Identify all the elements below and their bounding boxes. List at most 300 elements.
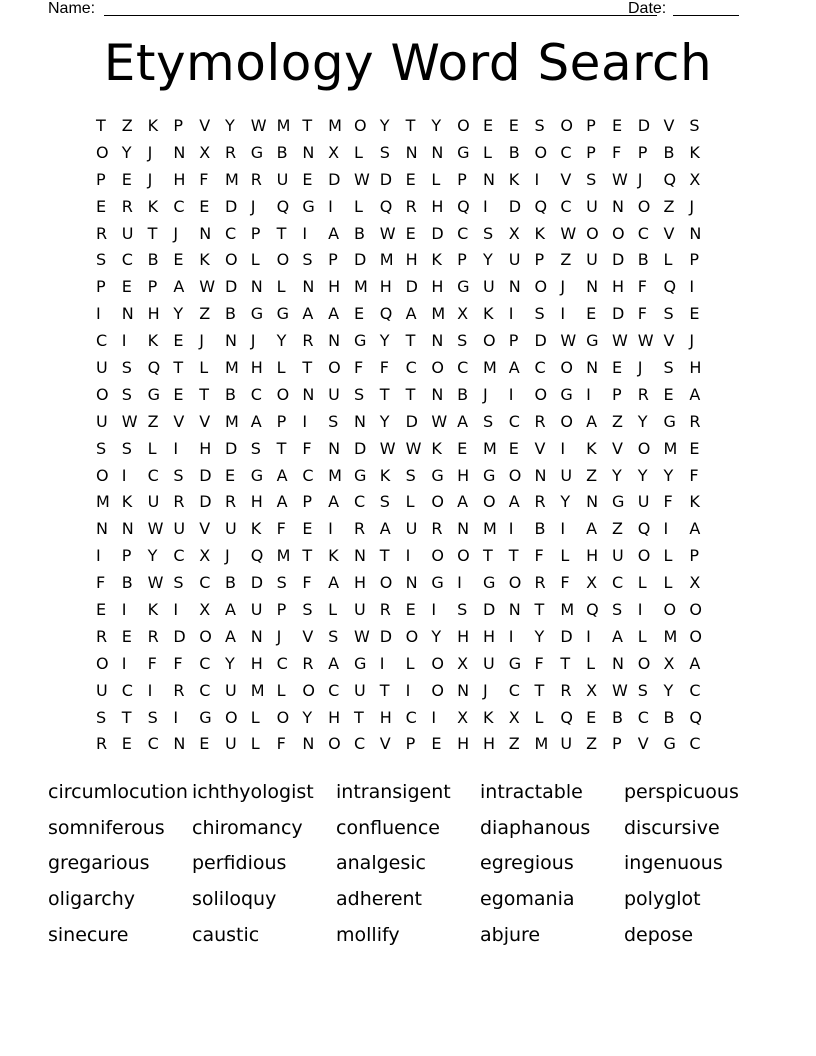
grid-letter: W — [147, 573, 164, 593]
grid-letter: K — [508, 169, 520, 189]
grid-letter: A — [224, 600, 236, 620]
grid-letter: T — [508, 546, 519, 566]
grid-letter: I — [560, 519, 566, 539]
word-list-item: depose — [624, 923, 694, 946]
date-field-line[interactable] — [673, 15, 739, 16]
grid-letter: Y — [224, 653, 235, 673]
grid-letter: L — [250, 707, 260, 727]
grid-letter: S — [250, 438, 261, 458]
grid-letter: D — [534, 331, 547, 351]
grid-letter: Y — [482, 250, 493, 270]
grid-letter: D — [508, 196, 522, 216]
grid-letter: W — [611, 680, 628, 700]
grid-letter: U — [586, 250, 598, 270]
grid-letter: L — [663, 573, 673, 593]
grid-letter: P — [405, 734, 416, 754]
grid-letter: Z — [586, 734, 598, 754]
grid-row — [96, 731, 715, 758]
grid-letter: G — [482, 465, 496, 485]
word-list-item: intransigent — [336, 781, 451, 803]
grid-letter: W — [121, 411, 138, 431]
grid-letter: T — [276, 223, 287, 243]
grid-letter: I — [96, 546, 101, 566]
grid-letter: X — [457, 653, 469, 673]
grid-letter: K — [250, 519, 262, 539]
grid-letter: E — [121, 734, 132, 754]
grid-letter: I — [121, 653, 127, 673]
grid-letter: L — [637, 573, 647, 593]
grid-letter: X — [689, 169, 701, 189]
grid-letter: O — [302, 680, 315, 700]
grid-letter: O — [199, 626, 212, 646]
grid-letter: I — [328, 196, 333, 216]
grid-letter: C — [689, 680, 701, 700]
grid-row — [96, 489, 715, 516]
grid-letter: N — [121, 304, 134, 324]
grid-row — [96, 463, 715, 490]
grid-letter: D — [405, 277, 418, 297]
grid-letter: E — [173, 250, 184, 270]
grid-letter: O — [560, 116, 573, 135]
grid-letter: E — [121, 169, 132, 189]
grid-letter: M — [353, 277, 368, 297]
grid-letter: N — [586, 492, 599, 512]
grid-letter: F — [379, 358, 389, 378]
grid-letter: N — [250, 626, 263, 646]
grid-letter: U — [611, 546, 624, 566]
grid-letter: H — [431, 196, 444, 216]
grid-letter: W — [353, 626, 370, 646]
grid-letter: K — [379, 465, 391, 485]
grid-letter: T — [405, 116, 416, 135]
grid-letter: X — [199, 546, 211, 566]
grid-row — [96, 140, 715, 167]
grid-letter: O — [405, 626, 419, 646]
grid-letter: L — [586, 653, 596, 673]
grid-letter: J — [224, 546, 230, 566]
grid-letter: Z — [611, 519, 623, 539]
grid-letter: E — [405, 169, 416, 189]
grid-letter: X — [689, 573, 701, 593]
grid-letter: P — [457, 250, 467, 270]
grid-letter: G — [276, 304, 289, 324]
grid-letter: N — [586, 277, 599, 297]
grid-letter: S — [663, 358, 674, 378]
grid-letter: L — [199, 358, 209, 378]
grid-letter: E — [353, 304, 365, 324]
grid-letter: A — [328, 223, 340, 243]
grid-letter: U — [637, 492, 650, 512]
grid-letter: N — [121, 519, 134, 539]
grid-letter: U — [586, 196, 598, 216]
grid-letter: G — [560, 384, 573, 404]
grid-letter: G — [353, 331, 367, 351]
grid-letter: G — [199, 707, 212, 727]
grid-letter: C — [508, 680, 520, 700]
grid-letter: U — [173, 519, 186, 539]
grid-letter: Q — [689, 707, 702, 727]
grid-letter: I — [405, 546, 411, 566]
grid-letter: A — [328, 304, 340, 324]
grid-letter: N — [457, 519, 470, 539]
grid-letter: T — [173, 358, 184, 378]
grid-letter: N — [508, 600, 521, 620]
grid-letter: I — [586, 384, 591, 404]
grid-letter: T — [379, 680, 390, 700]
name-field-line[interactable] — [104, 15, 657, 16]
grid-letter: T — [276, 438, 287, 458]
grid-letter: P — [534, 250, 545, 270]
grid-letter: V — [199, 519, 211, 539]
grid-letter: V — [199, 411, 211, 431]
grid-letter: M — [276, 546, 291, 566]
grid-letter: K — [482, 304, 494, 324]
grid-letter: F — [560, 573, 570, 593]
grid-letter: A — [302, 304, 314, 324]
letter-grid — [96, 113, 715, 758]
grid-letter: C — [276, 653, 288, 673]
grid-letter: N — [250, 277, 263, 297]
grid-letter: A — [328, 653, 340, 673]
grid-letter: I — [121, 465, 127, 485]
grid-letter: Y — [431, 116, 442, 135]
grid-letter: F — [611, 142, 622, 162]
grid-letter: N — [689, 223, 702, 243]
grid-letter: C — [328, 680, 340, 700]
word-list-item: perspicuous — [624, 781, 739, 803]
grid-letter: I — [173, 600, 179, 620]
grid-letter: N — [611, 196, 624, 216]
grid-letter: O — [224, 250, 238, 270]
grid-letter: Z — [586, 465, 598, 485]
grid-letter: F — [302, 573, 312, 593]
grid-letter: M — [224, 358, 239, 378]
grid-letter: Z — [199, 304, 211, 324]
grid-letter: J — [250, 331, 256, 351]
grid-letter: L — [663, 546, 673, 566]
grid-letter: M — [482, 438, 497, 458]
grid-letter: O — [431, 653, 444, 673]
grid-letter: I — [405, 680, 411, 700]
grid-letter: O — [379, 573, 393, 593]
grid-letter: J — [689, 196, 695, 216]
grid-letter: B — [663, 142, 675, 162]
grid-letter: D — [482, 600, 496, 620]
grid-letter: N — [173, 142, 186, 162]
grid-letter: T — [534, 680, 545, 700]
grid-letter: R — [534, 411, 546, 431]
grid-letter: I — [328, 519, 333, 539]
grid-letter: L — [663, 250, 673, 270]
grid-letter: I — [586, 626, 591, 646]
grid-letter: U — [96, 411, 108, 431]
grid-letter: A — [689, 519, 701, 539]
grid-letter: N — [328, 331, 341, 351]
grid-letter: G — [302, 196, 315, 216]
grid-letter: T — [96, 116, 106, 135]
grid-letter: X — [328, 142, 340, 162]
grid-letter: S — [121, 358, 132, 378]
grid-letter: O — [431, 546, 444, 566]
grid-letter: J — [147, 142, 153, 162]
grid-letter: O — [276, 707, 290, 727]
grid-letter: D — [560, 626, 573, 646]
grid-letter: I — [121, 600, 127, 620]
grid-letter: O — [637, 653, 651, 673]
grid-letter: P — [96, 277, 106, 297]
word-list-item: soliloquy — [192, 888, 277, 911]
grid-row — [96, 516, 715, 543]
grid-letter: C — [457, 223, 469, 243]
grid-letter: L — [353, 142, 363, 162]
grid-letter: F — [96, 573, 106, 593]
grid-letter: G — [457, 277, 470, 297]
grid-letter: A — [328, 573, 340, 593]
grid-letter: R — [560, 680, 572, 700]
grid-letter: C — [637, 223, 649, 243]
grid-letter: H — [586, 546, 599, 566]
grid-letter: C — [199, 653, 211, 673]
word-list-row — [48, 883, 768, 919]
grid-letter: S — [96, 250, 107, 270]
grid-letter: G — [250, 142, 264, 162]
grid-letter: L — [637, 626, 647, 646]
grid-letter: A — [689, 384, 701, 404]
grid-letter: M — [482, 358, 497, 378]
grid-letter: P — [276, 411, 287, 431]
word-list — [48, 776, 768, 954]
grid-letter: F — [637, 304, 647, 324]
grid-letter: F — [534, 653, 544, 673]
grid-letter: I — [173, 707, 179, 727]
grid-letter: L — [405, 653, 415, 673]
grid-letter: B — [224, 573, 236, 593]
grid-letter: X — [199, 600, 211, 620]
grid-letter: A — [276, 492, 288, 512]
grid-letter: Q — [663, 277, 677, 297]
grid-letter: G — [431, 465, 444, 485]
grid-letter: C — [199, 680, 211, 700]
grid-letter: J — [173, 223, 179, 243]
grid-letter: Y — [121, 142, 132, 162]
grid-letter: X — [508, 223, 520, 243]
grid-letter: J — [482, 384, 488, 404]
grid-letter: J — [637, 358, 643, 378]
grid-letter: Y — [276, 331, 287, 351]
grid-letter: P — [508, 331, 519, 351]
grid-letter: D — [379, 626, 393, 646]
grid-letter: G — [663, 411, 676, 431]
grid-letter: C — [121, 250, 133, 270]
grid-letter: I — [121, 331, 127, 351]
grid-letter: E — [689, 438, 700, 458]
grid-letter: H — [379, 707, 392, 727]
grid-letter: I — [302, 411, 308, 431]
grid-letter: K — [147, 331, 159, 351]
grid-letter: U — [147, 492, 160, 512]
grid-letter: O — [96, 465, 109, 485]
grid-letter: B — [121, 573, 133, 593]
grid-letter: Y — [379, 411, 390, 431]
grid-letter: G — [147, 384, 160, 404]
grid-letter: G — [250, 465, 264, 485]
word-list-item: oligarchy — [48, 888, 136, 911]
grid-letter: U — [508, 250, 521, 270]
word-list-row — [48, 919, 768, 955]
word-list-item: chiromancy — [192, 816, 303, 839]
grid-row — [96, 355, 715, 382]
grid-letter: P — [121, 546, 132, 566]
grid-letter: B — [637, 250, 649, 270]
grid-letter: O — [96, 384, 109, 404]
grid-letter: D — [431, 223, 444, 243]
grid-letter: O — [689, 626, 702, 646]
grid-letter: A — [250, 411, 262, 431]
grid-letter: S — [302, 250, 313, 270]
grid-letter: R — [250, 169, 262, 189]
grid-letter: R — [637, 384, 649, 404]
grid-letter: H — [147, 304, 160, 324]
grid-letter: S — [534, 116, 545, 135]
grid-letter: D — [224, 438, 238, 458]
grid-letter: T — [121, 707, 132, 727]
grid-letter: B — [276, 142, 288, 162]
grid-letter: F — [199, 169, 209, 189]
grid-letter: N — [328, 438, 341, 458]
grid-letter: Z — [121, 116, 133, 135]
grid-letter: A — [379, 519, 391, 539]
grid-letter: D — [611, 304, 625, 324]
word-list-item: intractable — [480, 781, 583, 803]
grid-letter: E — [173, 331, 184, 351]
word-list-item: caustic — [192, 923, 260, 946]
grid-letter: O — [276, 384, 290, 404]
grid-letter: U — [96, 358, 108, 378]
grid-letter: M — [663, 626, 678, 646]
grid-letter: A — [508, 492, 520, 512]
word-list-row — [48, 812, 768, 848]
grid-row — [96, 274, 715, 301]
grid-letter: V — [379, 734, 391, 754]
grid-letter: T — [302, 546, 313, 566]
grid-letter: J — [482, 680, 488, 700]
grid-row — [96, 705, 715, 732]
grid-letter: D — [405, 411, 418, 431]
grid-letter: E — [586, 707, 597, 727]
grid-letter: Y — [663, 680, 674, 700]
grid-letter: E — [96, 600, 107, 620]
grid-letter: A — [405, 304, 417, 324]
grid-letter: H — [250, 653, 263, 673]
word-list-item: polyglot — [624, 888, 701, 911]
grid-letter: N — [431, 384, 444, 404]
grid-letter: I — [663, 519, 669, 539]
grid-letter: K — [689, 492, 700, 512]
grid-letter: D — [224, 277, 238, 297]
grid-letter: Q — [250, 546, 264, 566]
grid-letter: S — [121, 384, 132, 404]
grid-letter: K — [147, 116, 159, 135]
grid-letter: F — [689, 465, 699, 485]
grid-letter: M — [250, 680, 265, 700]
grid-letter: Y — [224, 116, 235, 135]
grid-letter: L — [328, 600, 338, 620]
grid-letter: W — [379, 223, 396, 243]
grid-letter: V — [199, 116, 211, 135]
grid-letter: P — [173, 116, 184, 135]
grid-row — [96, 221, 715, 248]
grid-letter: Y — [147, 546, 158, 566]
grid-letter: L — [147, 438, 157, 458]
grid-letter: M — [482, 519, 497, 539]
word-list-item: diaphanous — [480, 816, 591, 839]
grid-letter: Z — [508, 734, 520, 754]
grid-letter: H — [482, 626, 495, 646]
grid-row — [96, 194, 715, 221]
grid-letter: Z — [147, 411, 159, 431]
grid-letter: Z — [611, 411, 623, 431]
grid-letter: H — [405, 250, 418, 270]
grid-letter: T — [147, 223, 158, 243]
grid-letter: Y — [302, 707, 313, 727]
grid-letter: O — [431, 680, 444, 700]
grid-letter: U — [276, 169, 289, 189]
grid-letter: O — [534, 142, 548, 162]
grid-letter: X — [457, 707, 469, 727]
grid-letter: D — [250, 573, 264, 593]
grid-letter: N — [96, 519, 108, 539]
grid-letter: H — [173, 169, 186, 189]
grid-letter: R — [689, 411, 701, 431]
grid-letter: W — [353, 169, 370, 189]
grid-letter: S — [96, 438, 107, 458]
grid-letter: S — [689, 116, 700, 135]
grid-letter: C — [405, 358, 417, 378]
grid-letter: K — [328, 546, 339, 566]
grid-letter: E — [405, 600, 416, 620]
grid-letter: X — [586, 573, 598, 593]
grid-letter: R — [147, 626, 159, 646]
word-list-item: adherent — [336, 888, 423, 911]
grid-letter: Y — [431, 626, 442, 646]
grid-letter: B — [224, 304, 236, 324]
grid-letter: C — [173, 546, 185, 566]
grid-letter: A — [173, 277, 185, 297]
grid-letter: N — [534, 465, 547, 485]
grid-letter: Y — [560, 492, 571, 512]
grid-letter: K — [586, 438, 597, 458]
grid-letter: E — [199, 734, 210, 754]
grid-letter: I — [147, 680, 153, 700]
word-list-item: abjure — [480, 923, 541, 946]
grid-letter: S — [534, 304, 545, 324]
grid-letter: G — [250, 304, 264, 324]
grid-letter: A — [328, 492, 340, 512]
grid-letter: N — [457, 680, 470, 700]
grid-letter: T — [199, 384, 209, 404]
grid-letter: Q — [560, 707, 573, 727]
word-list-item: perfidious — [192, 852, 287, 875]
grid-letter: C — [199, 573, 211, 593]
grid-letter: E — [689, 304, 700, 324]
grid-letter: L — [482, 142, 492, 162]
word-list-row — [48, 776, 768, 812]
grid-letter: W — [611, 169, 628, 189]
grid-letter: E — [405, 223, 416, 243]
grid-letter: L — [560, 546, 570, 566]
grid-letter: F — [276, 519, 286, 539]
grid-letter: G — [663, 734, 676, 754]
